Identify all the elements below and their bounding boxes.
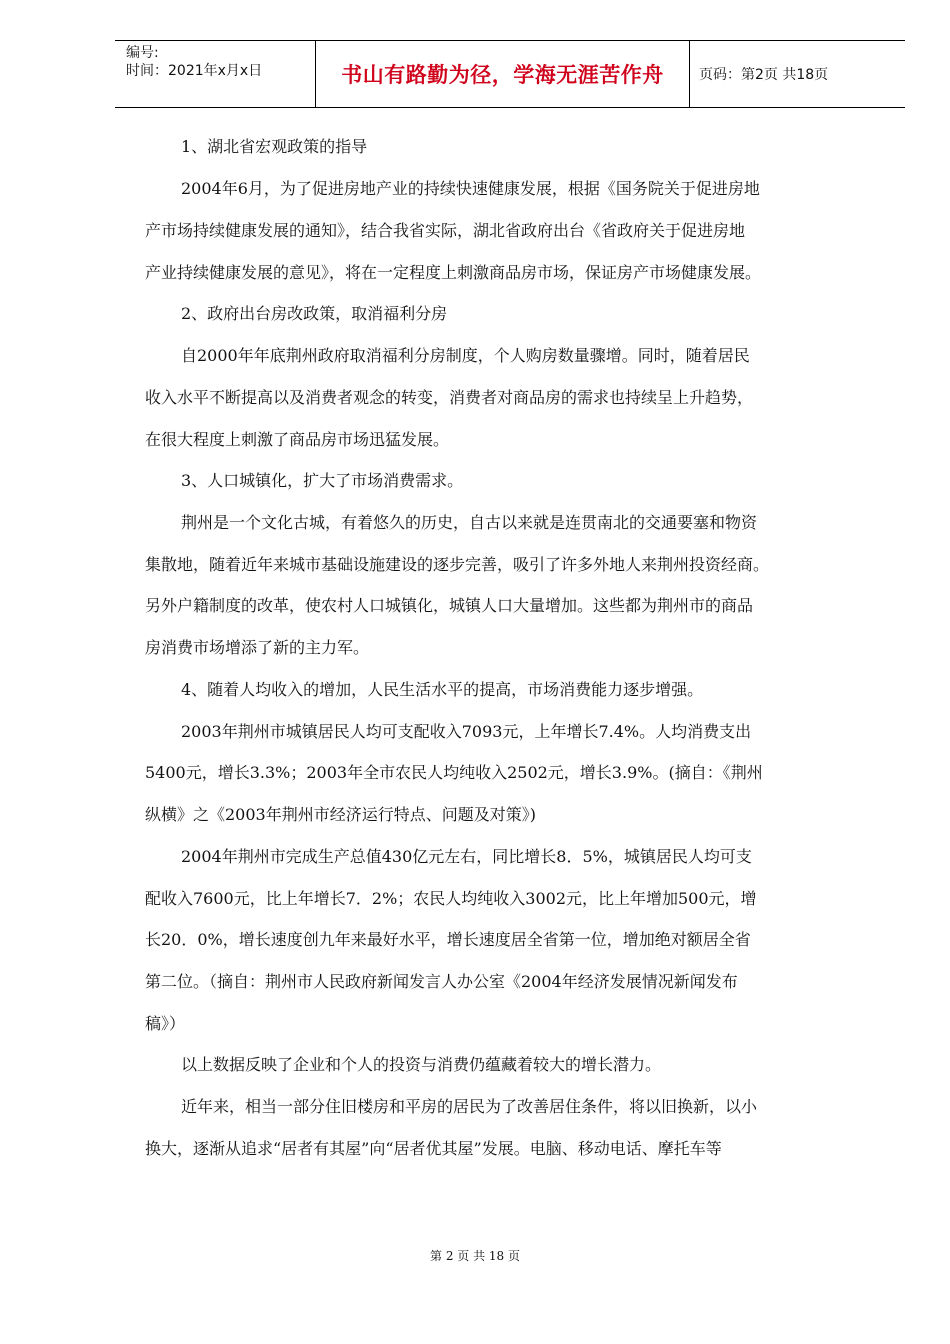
- paragraph-line: 房消费市场增添了新的主力军。: [145, 638, 370, 657]
- heading-4: 4、随着人均收入的增加，人民生活水平的提高，市场消费能力逐步增强。: [181, 680, 704, 699]
- paragraph-line: 2003年荆州市城镇居民人均可支配收入7093元，上年增长7.4%。人均消费支出: [181, 722, 752, 741]
- paragraph-line: 2004年荆州市完成生产总值430亿元左右，同比增长8．5%，城镇居民人均可支: [181, 847, 752, 866]
- paragraph-line: 2004年6月，为了促进房地产业的持续快速健康发展，根据《国务院关于促进房地: [181, 179, 760, 198]
- header-motto-cell: [316, 41, 690, 107]
- document-time-label: 时间：2021年x月x日: [126, 63, 263, 79]
- paragraph-line: 换大，逐渐从追求“居者有其屋”向“居者优其屋”发展。电脑、移动电话、摩托车等: [145, 1139, 722, 1158]
- paragraph-line: 产市场持续健康发展的通知》，结合我省实际，湖北省政府出台《省政府关于促进房地: [145, 221, 746, 240]
- header-page-cell: [690, 41, 905, 107]
- heading-2: 2、政府出台房改政策，取消福利分房: [181, 304, 448, 323]
- paragraph-line: 稿》）: [145, 1014, 186, 1033]
- paragraph-line: 近年来，相当一部分住旧楼房和平房的居民为了改善居住条件，将以旧换新，以小: [181, 1097, 758, 1116]
- heading-1: 1、湖北省宏观政策的指导: [181, 137, 368, 156]
- paragraph-line: 在很大程度上刺激了商品房市场迅猛发展。: [145, 430, 450, 449]
- page-header: [115, 40, 905, 108]
- header-page-number: 页码：第2页 共18页: [699, 67, 829, 83]
- paragraph-line: 5400元，增长3.3%；2003年全市农民人均纯收入2502元，增长3.9%。(摘自：《荆州: [145, 763, 763, 782]
- paragraph-line: 以上数据反映了企业和个人的投资与消费仍蕴藏着较大的增长潜力。: [181, 1055, 662, 1074]
- paragraph-line: 另外户籍制度的改革，使农村人口城镇化，城镇人口大量增加。这些都为荆州市的商品: [145, 596, 754, 615]
- paragraph-line: 第二位。（摘自：荆州市人民政府新闻发言人办公室《2004年经济发展情况新闻发布: [145, 972, 738, 991]
- document-number-label: 编号:: [126, 45, 159, 61]
- paragraph-line: 长20．0%，增长速度创九年来最好水平，增长速度居全省第一位，增加绝对额居全省: [145, 930, 751, 949]
- header-meta-cell: [115, 41, 316, 107]
- paragraph-line: 集散地，随着近年来城市基础设施建设的逐步完善，吸引了许多外地人来荆州投资经商。: [145, 555, 770, 574]
- page-footer: 第 2 页 共 18 页: [430, 1249, 520, 1263]
- paragraph-line: 产业持续健康发展的意见》，将在一定程度上刺激商品房市场，保证房产市场健康发展。: [145, 263, 762, 282]
- paragraph-line: 收入水平不断提高以及消费者观念的转变，消费者对商品房的需求也持续呈上升趋势，: [145, 388, 754, 407]
- paragraph-line: 纵横》之《2003年荆州市经济运行特点、问题及对策》): [145, 805, 536, 824]
- header-motto: 书山有路勤为径，学海无涯苦作舟: [341, 63, 664, 87]
- paragraph-line: 自2000年年底荆州政府取消福利分房制度，个人购房数量骤增。同时，随着居民: [181, 346, 750, 365]
- paragraph-line: 荆州是一个文化古城，有着悠久的历史，自古以来就是连贯南北的交通要塞和物资: [181, 513, 758, 532]
- paragraph-line: 配收入7600元，比上年增长7．2%；农民人均纯收入3002元，比上年增加500元，增: [145, 889, 757, 908]
- heading-3: 3、人口城镇化，扩大了市场消费需求。: [181, 471, 464, 490]
